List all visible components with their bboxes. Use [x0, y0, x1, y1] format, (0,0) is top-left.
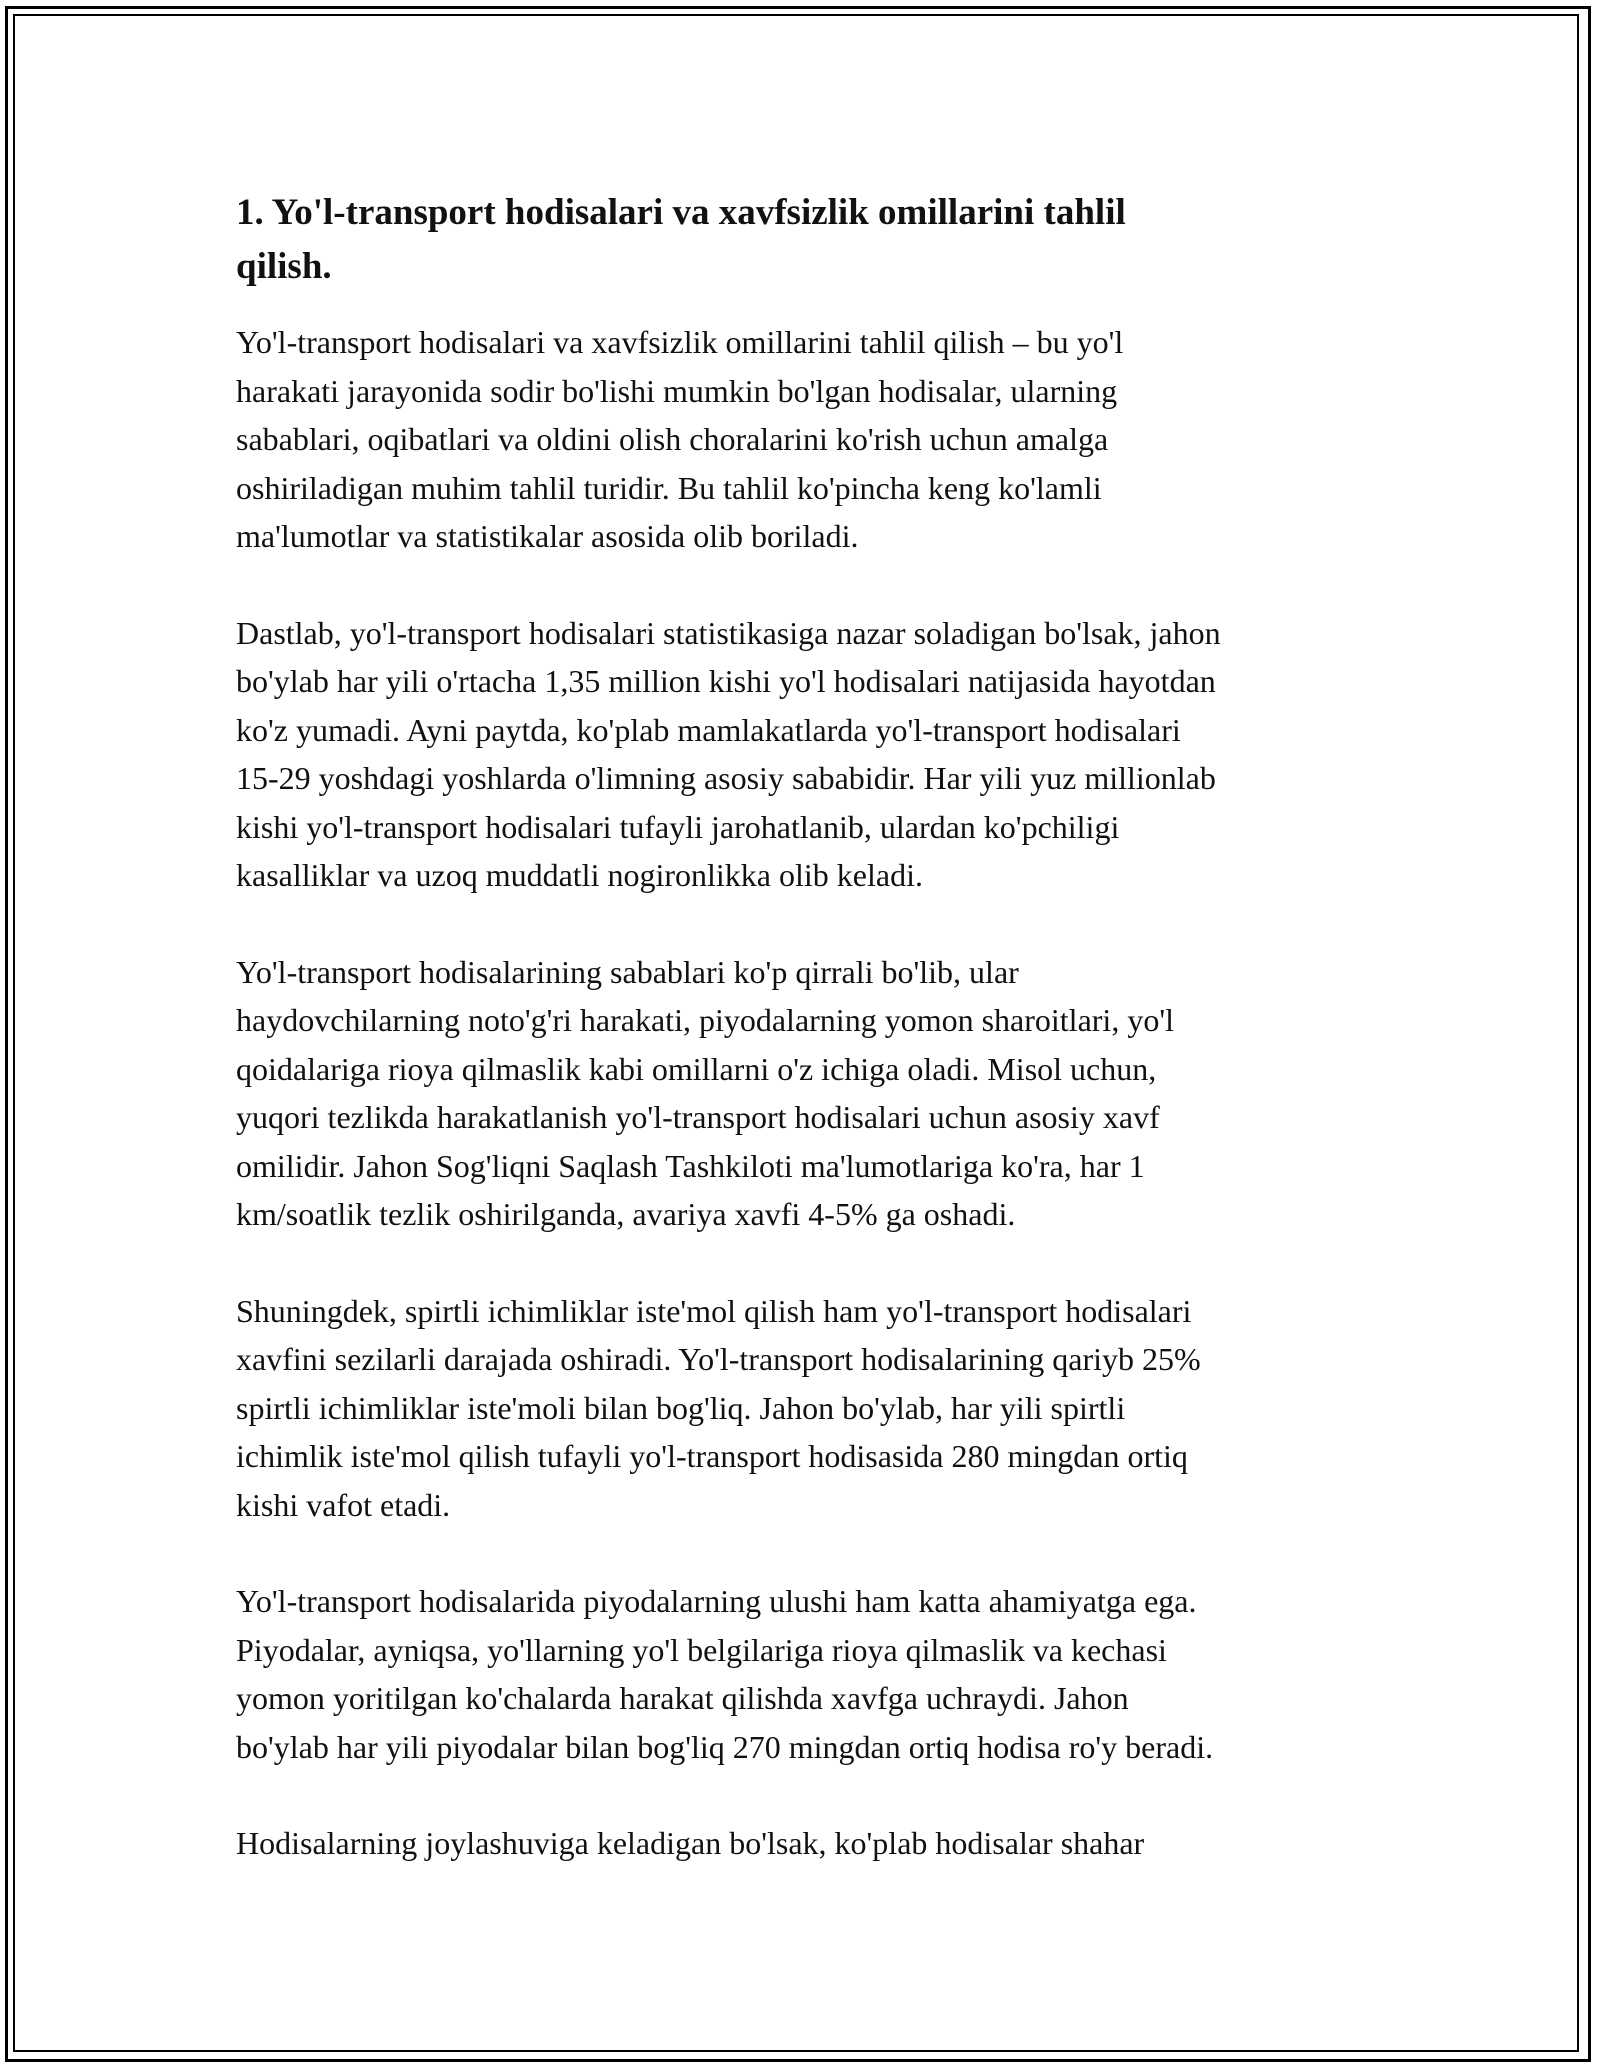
- paragraph-2: [236, 609, 1386, 900]
- heading-line: 1. Yo'l-transport hodisalari va xavfsizlik omillarini tahlil: [236, 192, 1126, 233]
- text-line: sabablari, oqibatlari va oldini olish choralarini ko'rish uchun amalga: [236, 421, 1109, 457]
- text-line: Piyodalar, ayniqsa, yo'llarning yo'l belgilariga rioya qilmaslik va kechasi: [236, 1631, 1167, 1668]
- heading-line: qilish.: [236, 246, 332, 287]
- text-line: haydovchilarning noto'g'ri harakati, piyodalarning yomon sharoitlari, yo'l: [236, 1002, 1174, 1038]
- paragraph-1: [236, 318, 1386, 561]
- text-line: yuqori tezlikda harakatlanish yo'l-transport hodisalari uchun asosiy xavf: [236, 1099, 1160, 1135]
- text-line: xavfini sezilarli darajada oshiradi. Yo'l-transport hodisalarining qariyb 25%: [236, 1341, 1201, 1377]
- text-line: kasalliklar va uzoq muddatli nogironlikka olib keladi.: [236, 857, 923, 893]
- paragraph-4: [236, 1287, 1386, 1530]
- text-line: ichimlik iste'mol qilish tufayli yo'l-transport hodisasida 280 mingdan ortiq: [236, 1438, 1188, 1474]
- document-body: [236, 186, 1386, 1916]
- text-line: kishi yo'l-transport hodisalari tufayli jarohatlanib, ulardan ko'pchiligi: [236, 808, 1120, 845]
- text-line: Shuningdek, spirtli ichimliklar iste'mol qilish ham yo'l-transport hodisalari: [236, 1292, 1192, 1329]
- text-line: Dastlab, yo'l-transport hodisalari statistikasiga nazar soladigan bo'lsak, jahon: [236, 614, 1221, 651]
- text-line: Yo'l-transport hodisalarida piyodalarning ulushi ham katta ahamiyatga ega.: [236, 1583, 1197, 1619]
- text-line: 15-29 yoshdagi yoshlarda o'limning asosiy sababidir. Har yili yuz millionlab: [236, 760, 1216, 796]
- text-line: spirtli ichimliklar iste'moli bilan bog'liq. Jahon bo'ylab, har yili spirtli: [236, 1389, 1126, 1426]
- paragraph-6: [236, 1819, 1386, 1868]
- text-line: km/soatlik tezlik oshirilganda, avariya xavfi 4-5% ga oshadi.: [236, 1196, 1016, 1232]
- text-line: omilidir. Jahon Sog'liqni Saqlash Tashkiloti ma'lumotlariga ko'ra, har 1: [236, 1147, 1145, 1184]
- text-line: kishi vafot etadi.: [236, 1486, 451, 1523]
- section-heading: [236, 186, 1386, 294]
- text-line: bo'ylab har yili piyodalar bilan bog'liq 270 mingdan ortiq hodisa ro'y beradi.: [236, 1728, 1214, 1765]
- text-line: Hodisalarning joylashuviga keladigan bo'lsak, ko'plab hodisalar shahar: [236, 1825, 1145, 1861]
- text-line: Yo'l-transport hodisalarining sabablari ko'p qirrali bo'lib, ular: [236, 953, 1019, 990]
- text-line: harakati jarayonida sodir bo'lishi mumkin bo'lgan hodisalar, ularning: [236, 372, 1118, 409]
- text-line: Yo'l-transport hodisalari va xavfsizlik omillarini tahlil qilish – bu yo'l: [236, 324, 1124, 360]
- text-line: oshiriladigan muhim tahlil turidir. Bu tahlil ko'pincha keng ko'lamli: [236, 469, 1102, 506]
- text-line: yomon yoritilgan ko'chalarda harakat qilishda xavfga uchraydi. Jahon: [236, 1680, 1129, 1716]
- paragraph-3: [236, 948, 1386, 1239]
- text-line: bo'ylab har yili o'rtacha 1,35 million kishi yo'l hodisalari natijasida hayotdan: [236, 663, 1216, 699]
- text-line: ko'z yumadi. Ayni paytda, ko'plab mamlakatlarda yo'l-transport hodisalari: [236, 711, 1181, 748]
- paragraph-5: [236, 1577, 1386, 1771]
- text-line: ma'lumotlar va statistikalar asosida olib boriladi.: [236, 518, 859, 554]
- text-line: qoidalariga rioya qilmaslik kabi omillarni o'z ichiga oladi. Misol uchun,: [236, 1050, 1157, 1087]
